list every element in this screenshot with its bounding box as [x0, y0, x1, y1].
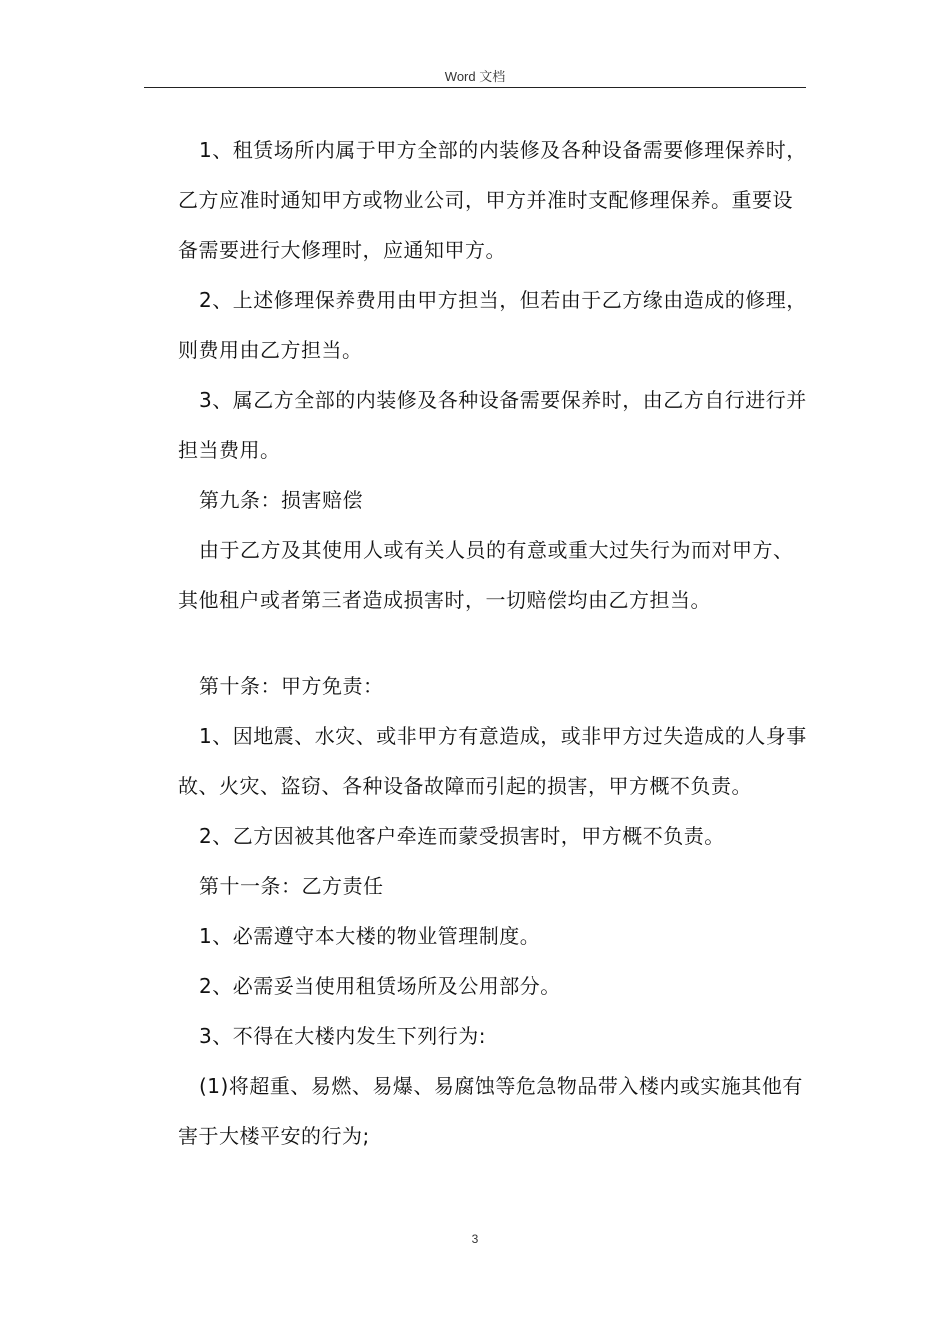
paragraph-maintenance-2: 2、上述修理保养费用由甲方担当，但若由于乙方缘由造成的修理，则费用由乙方担当。 [178, 288, 807, 362]
section-heading-article-11: 第十一条：乙方责任 [199, 874, 384, 898]
paragraph-responsibility-3: 3、不得在大楼内发生下列行为: [199, 1024, 486, 1048]
paragraph-exemption-1: 1、因地震、水灾、或非甲方有意造成，或非甲方过失造成的人身事故、火灾、盗窃、各种设备故障而引起的损害，甲方概不负责。 [178, 724, 807, 798]
page-number: 3 [471, 1232, 479, 1246]
section-heading-article-9: 第九条：损害赔偿 [199, 488, 363, 512]
page-header: Word 文档 [444, 69, 506, 84]
section-heading-article-10: 第十条：甲方免责： [199, 674, 384, 698]
paragraph-maintenance-3: 3、属乙方全部的内装修及各种设备需要保养时，由乙方自行进行并担当费用。 [178, 388, 807, 462]
paragraph-maintenance-1: 1、租赁场所内属于甲方全部的内装修及各种设备需要修理保养时，乙方应准时通知甲方或物业公司，甲方并准时支配修理保养。重要设备需要进行大修理时，应通知甲方。 [178, 138, 807, 262]
paragraph-responsibility-2: 2、必需妥当使用租赁场所及公用部分。 [199, 974, 561, 998]
paragraph-damages: 由于乙方及其使用人或有关人员的有意或重大过失行为而对甲方、其他租户或者第三者造成损害时，一切赔偿均由乙方担当。 [178, 538, 794, 612]
paragraph-responsibility-3-item-1: (1)将超重、易燃、易爆、易腐蚀等危急物品带入楼内或实施其他有害于大楼平安的行为; [178, 1074, 803, 1148]
paragraph-responsibility-1: 1、必需遵守本大楼的物业管理制度。 [199, 924, 541, 948]
document-body [178, 125, 808, 1161]
paragraph-exemption-2: 2、乙方因被其他客户牵连而蒙受损害时，甲方概不负责。 [199, 824, 725, 848]
header-divider [144, 87, 806, 88]
